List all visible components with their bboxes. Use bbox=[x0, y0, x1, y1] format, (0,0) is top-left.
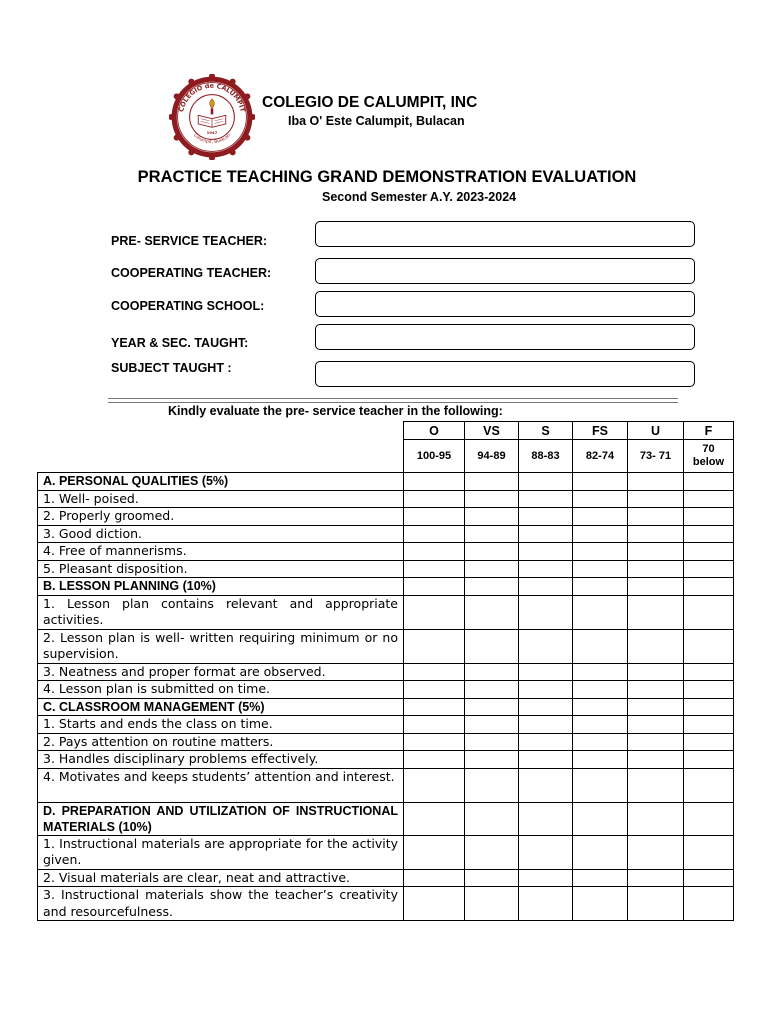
rating-cell-u[interactable] bbox=[628, 595, 684, 629]
rating-cell-vs[interactable] bbox=[465, 560, 519, 578]
rating-cell-fs[interactable] bbox=[573, 629, 628, 663]
criterion-text: 3. Handles disciplinary problems effectively. bbox=[38, 751, 404, 769]
cooperating-school-field[interactable] bbox=[315, 291, 695, 317]
rating-cell-fs[interactable] bbox=[573, 869, 628, 887]
subject-taught-label: SUBJECT TAUGHT : bbox=[111, 361, 232, 375]
rating-cell-f[interactable] bbox=[684, 543, 734, 561]
rating-cell-f[interactable] bbox=[684, 733, 734, 751]
section-title: C. CLASSROOM MANAGEMENT (5%) bbox=[38, 698, 404, 716]
rating-cell-s[interactable] bbox=[519, 835, 573, 869]
rating-cell-fs[interactable] bbox=[573, 595, 628, 629]
rating-range-u: 73- 71 bbox=[628, 440, 684, 473]
rating-cell-s[interactable] bbox=[519, 543, 573, 561]
rating-cell-s[interactable] bbox=[519, 595, 573, 629]
rating-cell-u[interactable] bbox=[628, 629, 684, 663]
rating-cell-f[interactable] bbox=[684, 578, 734, 596]
rating-cell-u[interactable] bbox=[628, 751, 684, 769]
rating-cell-vs[interactable] bbox=[465, 508, 519, 526]
rating-cell-vs[interactable] bbox=[465, 578, 519, 596]
rating-cell-f[interactable] bbox=[684, 768, 734, 802]
rating-cell-f[interactable] bbox=[684, 887, 734, 921]
criterion-text: 3. Good diction. bbox=[38, 525, 404, 543]
rating-cell-f[interactable] bbox=[684, 698, 734, 716]
rating-cell-o[interactable] bbox=[404, 835, 465, 869]
cooperating-teacher-field[interactable] bbox=[315, 258, 695, 284]
subject-taught-field[interactable] bbox=[315, 361, 695, 387]
rating-cell-f[interactable] bbox=[684, 595, 734, 629]
rating-cell-fs[interactable] bbox=[573, 508, 628, 526]
rating-cell-vs[interactable] bbox=[465, 595, 519, 629]
rating-cell-f[interactable] bbox=[684, 560, 734, 578]
rating-cell-o[interactable] bbox=[404, 887, 465, 921]
rating-cell-s[interactable] bbox=[519, 887, 573, 921]
rating-cell-fs[interactable] bbox=[573, 578, 628, 596]
criterion-text: 1. Starts and ends the class on time. bbox=[38, 716, 404, 734]
rating-cell-u[interactable] bbox=[628, 490, 684, 508]
rating-cell-o[interactable] bbox=[404, 698, 465, 716]
rating-cell-u[interactable] bbox=[628, 560, 684, 578]
rating-cell-s[interactable] bbox=[519, 869, 573, 887]
seal-year: 1947 bbox=[206, 130, 218, 136]
seal-ring-text: COLEGIO de CALUMPIT bbox=[177, 81, 247, 113]
rating-cell-s[interactable] bbox=[519, 508, 573, 526]
rating-cell-s[interactable] bbox=[519, 560, 573, 578]
rating-cell-fs[interactable] bbox=[573, 768, 628, 802]
rating-cell-u[interactable] bbox=[628, 663, 684, 681]
criteria-body bbox=[38, 473, 734, 921]
criterion-row bbox=[38, 887, 734, 921]
rating-cell-s[interactable] bbox=[519, 751, 573, 769]
rating-cell-vs[interactable] bbox=[465, 629, 519, 663]
rating-cell-f[interactable] bbox=[684, 525, 734, 543]
rating-range-row bbox=[38, 440, 734, 473]
criterion-row bbox=[38, 525, 734, 543]
rating-cell-fs[interactable] bbox=[573, 663, 628, 681]
section-header-row bbox=[38, 698, 734, 716]
criterion-text: 1. Instructional materials are appropriate for the activity given. bbox=[38, 835, 404, 869]
rating-cell-fs[interactable] bbox=[573, 716, 628, 734]
rating-cell-vs[interactable] bbox=[465, 525, 519, 543]
criterion-text: 1. Lesson plan contains relevant and appropriate activities. bbox=[38, 595, 404, 629]
rating-cell-vs[interactable] bbox=[465, 663, 519, 681]
school-seal-logo bbox=[169, 74, 255, 160]
rating-code-row bbox=[38, 422, 734, 440]
criterion-text: 2. Properly groomed. bbox=[38, 508, 404, 526]
rating-range-o: 100-95 bbox=[404, 440, 465, 473]
criterion-text: 4. Free of mannerisms. bbox=[38, 543, 404, 561]
rating-cell-o[interactable] bbox=[404, 733, 465, 751]
evaluation-table bbox=[37, 421, 734, 921]
rating-code-vs: VS bbox=[465, 422, 519, 440]
pre-service-teacher-field[interactable] bbox=[315, 221, 695, 247]
rating-cell-vs[interactable] bbox=[465, 887, 519, 921]
criterion-row bbox=[38, 663, 734, 681]
divider-rule bbox=[108, 398, 678, 403]
criterion-row bbox=[38, 560, 734, 578]
rating-cell-fs[interactable] bbox=[573, 698, 628, 716]
rating-cell-fs[interactable] bbox=[573, 543, 628, 561]
rating-cell-vs[interactable] bbox=[465, 751, 519, 769]
rating-cell-vs[interactable] bbox=[465, 733, 519, 751]
rating-cell-u[interactable] bbox=[628, 869, 684, 887]
rating-cell-u[interactable] bbox=[628, 525, 684, 543]
rating-cell-u[interactable] bbox=[628, 768, 684, 802]
rating-cell-s[interactable] bbox=[519, 681, 573, 699]
rating-cell-o[interactable] bbox=[404, 802, 465, 835]
rating-cell-fs[interactable] bbox=[573, 560, 628, 578]
school-name: COLEGIO DE CALUMPIT, INC bbox=[262, 94, 478, 111]
rating-cell-o[interactable] bbox=[404, 751, 465, 769]
rating-cell-fs[interactable] bbox=[573, 835, 628, 869]
criterion-text: 1. Well- poised. bbox=[38, 490, 404, 508]
section-title: A. PERSONAL QUALITIES (5%) bbox=[38, 473, 404, 491]
criterion-text: 5. Pleasant disposition. bbox=[38, 560, 404, 578]
section-header-row bbox=[38, 473, 734, 491]
criterion-row bbox=[38, 681, 734, 699]
rating-cell-vs[interactable] bbox=[465, 768, 519, 802]
criterion-text: 3. Instructional materials show the teacher’s creativity and resourcefulness. bbox=[38, 887, 404, 921]
rating-cell-f[interactable] bbox=[684, 663, 734, 681]
criterion-text: 3. Neatness and proper format are observed. bbox=[38, 663, 404, 681]
rating-cell-o[interactable] bbox=[404, 578, 465, 596]
rating-cell-fs[interactable] bbox=[573, 887, 628, 921]
rating-cell-f[interactable] bbox=[684, 869, 734, 887]
rating-cell-o[interactable] bbox=[404, 681, 465, 699]
criterion-row bbox=[38, 508, 734, 526]
criterion-row bbox=[38, 733, 734, 751]
rating-cell-s[interactable] bbox=[519, 716, 573, 734]
criterion-row bbox=[38, 869, 734, 887]
criterion-text: 4. Motivates and keeps students’ attention and interest. bbox=[38, 768, 404, 802]
criterion-row bbox=[38, 716, 734, 734]
rating-cell-fs[interactable] bbox=[573, 802, 628, 835]
rating-cell-o[interactable] bbox=[404, 768, 465, 802]
rating-code-f: F bbox=[684, 422, 734, 440]
rating-cell-s[interactable] bbox=[519, 768, 573, 802]
rating-cell-o[interactable] bbox=[404, 595, 465, 629]
rating-cell-fs[interactable] bbox=[573, 525, 628, 543]
school-address: Iba O' Este Calumpit, Bulacan bbox=[288, 114, 465, 128]
rating-cell-fs[interactable] bbox=[573, 681, 628, 699]
rating-range-s: 88-83 bbox=[519, 440, 573, 473]
rating-cell-f[interactable] bbox=[684, 629, 734, 663]
cooperating-teacher-label: COOPERATING TEACHER: bbox=[111, 266, 272, 280]
rating-cell-u[interactable] bbox=[628, 698, 684, 716]
rating-cell-f[interactable] bbox=[684, 508, 734, 526]
rating-cell-vs[interactable] bbox=[465, 473, 519, 491]
rating-cell-fs[interactable] bbox=[573, 490, 628, 508]
rating-cell-vs[interactable] bbox=[465, 681, 519, 699]
rating-cell-vs[interactable] bbox=[465, 698, 519, 716]
rating-cell-s[interactable] bbox=[519, 473, 573, 491]
rating-cell-vs[interactable] bbox=[465, 869, 519, 887]
rating-cell-o[interactable] bbox=[404, 490, 465, 508]
instruction-text: Kindly evaluate the pre- service teacher in the following: bbox=[168, 404, 503, 418]
criterion-row bbox=[38, 751, 734, 769]
criterion-text: 2. Lesson plan is well- written requiring minimum or no supervision. bbox=[38, 629, 404, 663]
rating-cell-s[interactable] bbox=[519, 698, 573, 716]
section-title: B. LESSON PLANNING (10%) bbox=[38, 578, 404, 596]
rating-cell-vs[interactable] bbox=[465, 716, 519, 734]
criterion-row bbox=[38, 835, 734, 869]
rating-range-vs: 94-89 bbox=[465, 440, 519, 473]
rating-cell-u[interactable] bbox=[628, 681, 684, 699]
rating-cell-vs[interactable] bbox=[465, 543, 519, 561]
rating-cell-fs[interactable] bbox=[573, 751, 628, 769]
rating-range-fs: 82-74 bbox=[573, 440, 628, 473]
rating-cell-fs[interactable] bbox=[573, 733, 628, 751]
rating-cell-u[interactable] bbox=[628, 473, 684, 491]
criterion-row bbox=[38, 595, 734, 629]
rating-cell-f[interactable] bbox=[684, 751, 734, 769]
rating-cell-o[interactable] bbox=[404, 508, 465, 526]
rating-cell-vs[interactable] bbox=[465, 802, 519, 835]
rating-cell-u[interactable] bbox=[628, 733, 684, 751]
rating-cell-o[interactable] bbox=[404, 560, 465, 578]
section-title: D. PREPARATION AND UTILIZATION OF INSTRUCTIONAL MATERIALS (10%) bbox=[38, 802, 404, 835]
rating-cell-u[interactable] bbox=[628, 508, 684, 526]
rating-cell-o[interactable] bbox=[404, 543, 465, 561]
semester-label: Second Semester A.Y. 2023-2024 bbox=[322, 190, 517, 204]
rating-code-s: S bbox=[519, 422, 573, 440]
rating-cell-u[interactable] bbox=[628, 802, 684, 835]
rating-cell-o[interactable] bbox=[404, 869, 465, 887]
criterion-row bbox=[38, 490, 734, 508]
criterion-text: 2. Pays attention on routine matters. bbox=[38, 733, 404, 751]
rating-cell-s[interactable] bbox=[519, 578, 573, 596]
criterion-text: 4. Lesson plan is submitted on time. bbox=[38, 681, 404, 699]
rating-cell-f[interactable] bbox=[684, 681, 734, 699]
rating-cell-s[interactable] bbox=[519, 733, 573, 751]
criterion-row bbox=[38, 543, 734, 561]
seal-bottom-text: Calumpit, Bulacan bbox=[192, 133, 232, 146]
rating-cell-u[interactable] bbox=[628, 835, 684, 869]
rating-cell-s[interactable] bbox=[519, 663, 573, 681]
section-header-row bbox=[38, 578, 734, 596]
rating-cell-f[interactable] bbox=[684, 490, 734, 508]
criterion-row bbox=[38, 768, 734, 802]
rating-cell-vs[interactable] bbox=[465, 490, 519, 508]
rating-cell-u[interactable] bbox=[628, 543, 684, 561]
rating-cell-s[interactable] bbox=[519, 802, 573, 835]
rating-cell-o[interactable] bbox=[404, 663, 465, 681]
rating-cell-u[interactable] bbox=[628, 578, 684, 596]
rating-cell-f[interactable] bbox=[684, 802, 734, 835]
rating-cell-f[interactable] bbox=[684, 473, 734, 491]
rating-cell-o[interactable] bbox=[404, 716, 465, 734]
year-section-taught-label: YEAR & SEC. TAUGHT: bbox=[111, 336, 249, 350]
rating-code-u: U bbox=[628, 422, 684, 440]
rating-cell-s[interactable] bbox=[519, 525, 573, 543]
rating-cell-u[interactable] bbox=[628, 716, 684, 734]
rating-cell-o[interactable] bbox=[404, 629, 465, 663]
section-header-row bbox=[38, 802, 734, 835]
form-title: PRACTICE TEACHING GRAND DEMONSTRATION EVALUATION bbox=[137, 168, 637, 186]
year-section-taught-field[interactable] bbox=[315, 324, 695, 350]
rating-cell-vs[interactable] bbox=[465, 835, 519, 869]
cooperating-school-label: COOPERATING SCHOOL: bbox=[111, 299, 265, 313]
rating-cell-f[interactable] bbox=[684, 835, 734, 869]
rating-cell-u[interactable] bbox=[628, 887, 684, 921]
rating-cell-o[interactable] bbox=[404, 473, 465, 491]
rating-cell-f[interactable] bbox=[684, 716, 734, 734]
rating-range-f: 70 below bbox=[684, 440, 734, 473]
criterion-text: 2. Visual materials are clear, neat and attractive. bbox=[38, 869, 404, 887]
rating-code-o: O bbox=[404, 422, 465, 440]
rating-cell-s[interactable] bbox=[519, 629, 573, 663]
rating-cell-s[interactable] bbox=[519, 490, 573, 508]
rating-code-fs: FS bbox=[573, 422, 628, 440]
rating-cell-o[interactable] bbox=[404, 525, 465, 543]
rating-cell-fs[interactable] bbox=[573, 473, 628, 491]
criterion-row bbox=[38, 629, 734, 663]
pre-service-teacher-label: PRE- SERVICE TEACHER: bbox=[111, 234, 268, 248]
